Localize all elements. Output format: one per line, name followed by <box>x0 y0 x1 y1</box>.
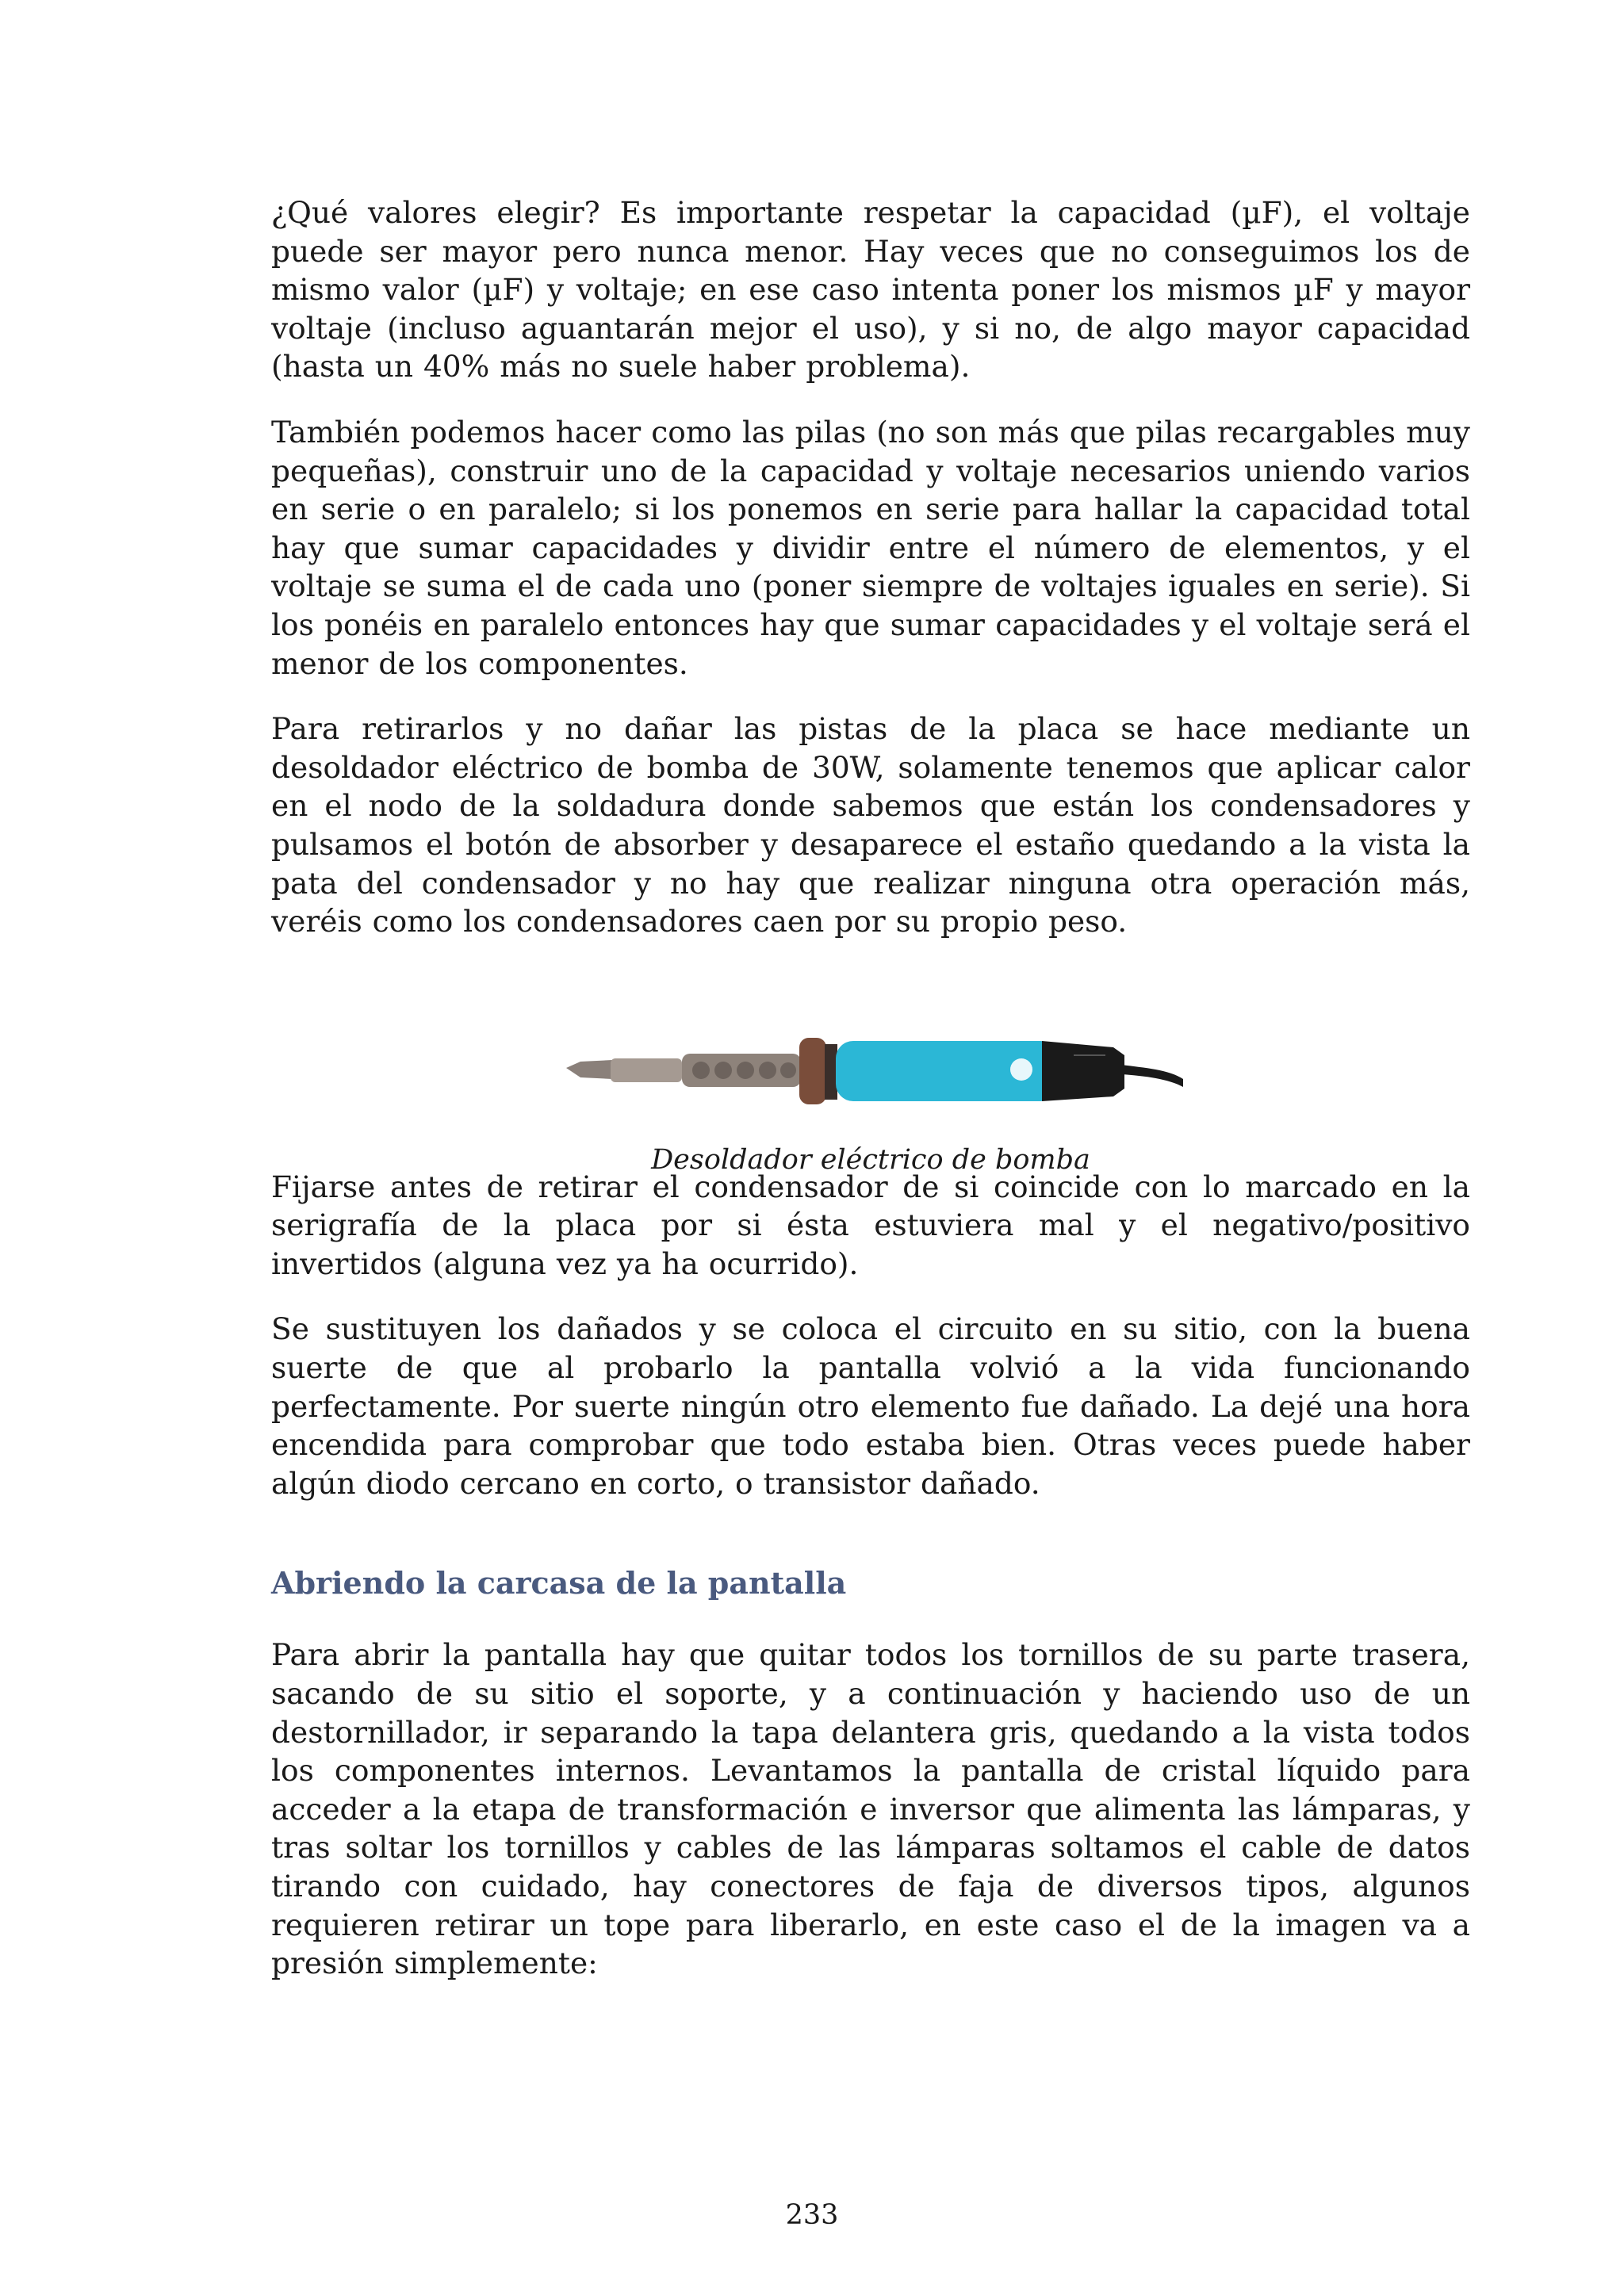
desoldering-pump-image <box>566 1024 1185 1119</box>
nozzle-tip <box>566 1060 612 1079</box>
page-content <box>271 193 1470 2010</box>
heater-coil <box>682 1054 801 1087</box>
paragraph: Para retirarlos y no dañar las pistas de la placa se hace mediante un desoldador eléctrico de bomba de 30W, solamente tenemos que aplicar calor en el nodo de la soldadura donde sabemos que están los condensadores y pulsamos el botón de absorber y desaparece el estaño quedando a la vista la pata del condensador y no hay que realizar ninguna otra operación más, veréis como los condensadores caen por su propio peso. <box>271 711 1470 939</box>
figure-desoldering-pump <box>271 978 1470 1176</box>
handle-rear <box>1042 1041 1124 1101</box>
paragraph: También podemos hacer como las pilas (no son más que pilas recargables muy pequeñas), construir uno de la capacidad y voltaje necesarios uniendo varios en serie o en paralelo; si los ponemos en serie para hallar la capacidad total hay que sumar capacidades y dividir entre el número de elementos, y el voltaje se suma el de cada uno (poner siempre de voltajes iguales en serie). Si los ponéis en paralelo entonces hay que sumar capacidades y el voltaje será el menor de los componentes. <box>271 414 1470 681</box>
page-number: 233 <box>785 2199 839 2231</box>
paragraph: Se sustituyen los dañados y se coloca el circuito en su sitio, con la buena suerte de que al probarlo la pantalla volvió a la vida funcionando perfectamente. Por suerte ningún otro elemento fue dañado. La dejé una hora encendida para comprobar que todo estaba bien. Otras veces puede haber algún diodo cercano en corto, o transistor dañado. <box>271 1311 1470 1501</box>
cable <box>1121 1065 1183 1087</box>
collar <box>799 1038 826 1104</box>
paragraph: Para abrir la pantalla hay que quitar todos los tornillos de su parte trasera, sacando de su sitio el soporte, y a continuación y haciendo uso de un destornillador, ir separando la tapa delantera gris, quedando a la vista todos los componentes internos. Levantamos la pantalla de cristal líquido para acceder a la etapa de transformación e inversor que alimenta las lámparas, y tras soltar los tornillos y cables de las lámparas soltamos el cable de datos tirando con cuidado, hay conectores de faja de diversos tipos, algunos requieren retirar un tope para liberarlo, en este caso el de la imagen va a presión simplemente: <box>271 1637 1470 1981</box>
paragraph: ¿Qué valores elegir? Es importante respetar la capacidad (µF), el voltaje puede ser mayor pero nunca menor. Hay veces que no conseguimos los de mismo valor (µF) y voltaje; en ese caso intenta poner los mismos µF y mayor voltaje (incluso aguantarán mejor el uso), y si no, de algo mayor capacidad (hasta un 40% más no suele haber problema). <box>271 195 1470 385</box>
paragraph: Fijarse antes de retirar el condensador de si coincide con lo marcado en la serigrafía de la placa por si ésta estuviera mal y el negativo/positivo invertidos (alguna vez ya ha ocurrido). <box>271 1169 1470 1281</box>
figure-caption: Desoldador eléctrico de bomba <box>651 1143 1090 1176</box>
release-button <box>1010 1058 1032 1081</box>
section-heading: Abriendo la carcasa de la pantalla <box>271 1565 847 1601</box>
nozzle <box>611 1058 682 1082</box>
